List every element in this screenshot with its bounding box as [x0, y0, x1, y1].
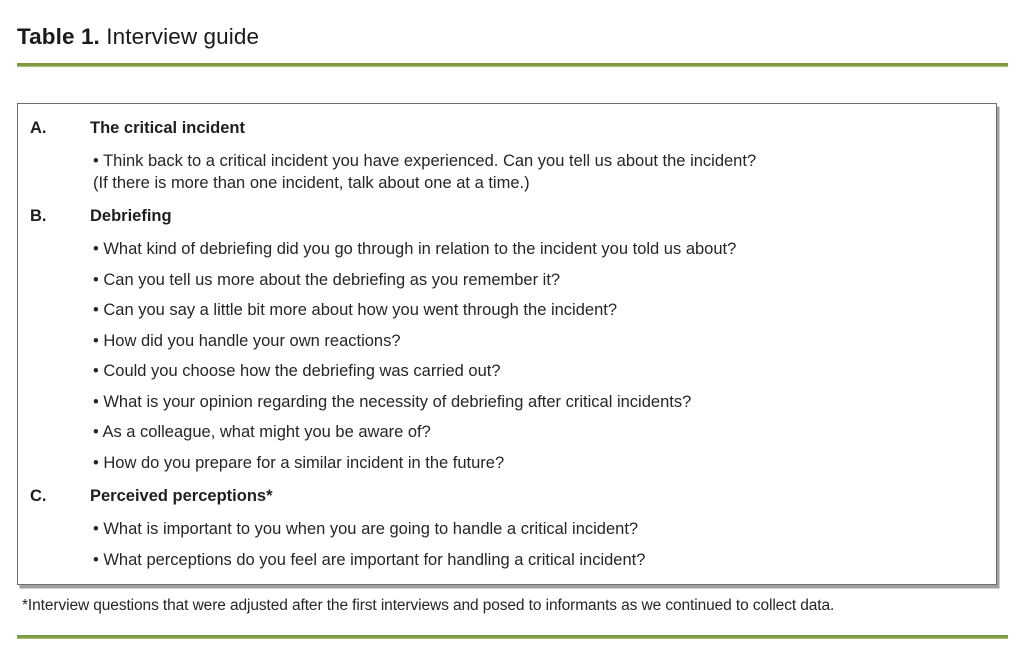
question-item: • What is important to you when you are going to handle a critical incident? [93, 520, 639, 538]
table-caption-text: Interview guide [99, 24, 260, 49]
question-item: • What perceptions do you feel are important for handling a critical incident? [93, 550, 646, 569]
section-title: Debriefing [90, 207, 172, 225]
question-item: • What is your opinion regarding the necessity of debriefing after critical incidents? [93, 392, 692, 411]
question-item: • Could you choose how the debriefing was carried out? [93, 362, 501, 380]
table-caption [17, 24, 259, 50]
question-item: • Can you say a little bit more about how you went through the incident? [93, 301, 618, 319]
bottom-rule [17, 635, 1008, 639]
question-item: • How do you prepare for a similar incident in the future? [93, 453, 505, 472]
question-item: • What kind of debriefing did you go through in relation to the incident you told us about? [93, 240, 737, 258]
question-item: • Can you tell us more about the debriefing as you remember it? [93, 270, 561, 289]
section-title: The critical incident [90, 119, 245, 137]
section-title: Perceived perceptions* [90, 487, 273, 505]
section-heading-row [30, 205, 980, 227]
question-item: • How did you handle your own reactions? [93, 331, 401, 350]
section-heading-row [30, 117, 980, 139]
interview-guide-table [17, 103, 997, 585]
table-caption-number: Table 1. [17, 24, 100, 49]
section-heading-row [30, 485, 980, 507]
question-item: • Think back to a critical incident you have experienced. Can you tell us about the incident? (If there is more than one incident, talk about one at a time.) [93, 152, 757, 192]
section-label: A. [30, 119, 47, 137]
question-item: • As a colleague, what might you be aware of? [93, 423, 431, 441]
section-label: B. [30, 207, 47, 225]
section-label: C. [30, 487, 47, 505]
top-rule [17, 63, 1008, 67]
table-footnote: *Interview questions that were adjusted after the first interviews and posed to informants as we continued to collect data. [22, 597, 835, 614]
